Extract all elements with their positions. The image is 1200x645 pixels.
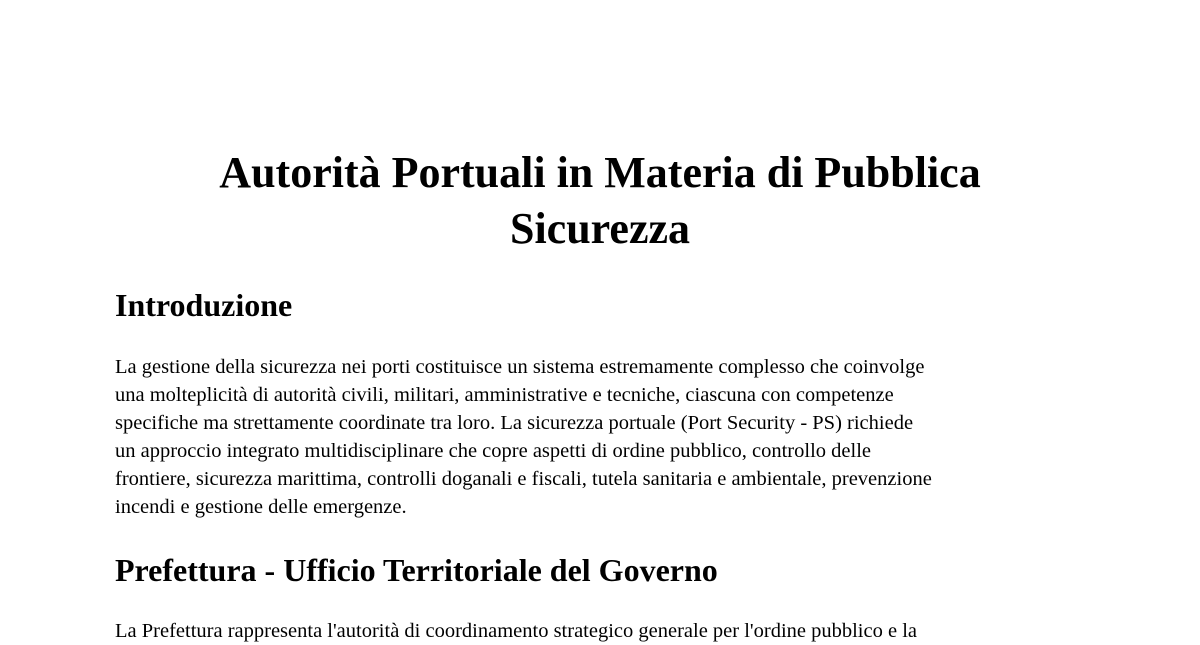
document-page (115, 0, 1085, 642)
paragraph-line: La Prefettura rappresenta l'autorità di coordinamento strategico generale per l'ordine pubblico e la (115, 620, 917, 642)
paragraph-line: un approccio integrato multidisciplinare che copre aspetti di ordine pubblico, controllo delle (115, 440, 871, 462)
section-heading-prefettura: Prefettura - Ufficio Territoriale del Governo (115, 552, 718, 588)
paragraph-introduzione (115, 353, 1085, 521)
paragraph-prefettura (115, 617, 1085, 645)
title-line: Autorità Portuali in Materia di Pubblica (219, 148, 981, 197)
paragraph-line: La gestione della sicurezza nei porti costituisce un sistema estremamente complesso che coinvolge (115, 356, 925, 378)
paragraph-line: una molteplicità di autorità civili, militari, amministrative e tecniche, ciascuna con competenze (115, 384, 894, 406)
paragraph-line: frontiere, sicurezza marittima, controlli doganali e fiscali, tutela sanitaria e ambientale, prevenzione (115, 468, 932, 490)
section-heading-introduzione: Introduzione (115, 287, 293, 323)
document-title (115, 145, 1085, 257)
paragraph-line: incendi e gestione delle emergenze. (115, 496, 407, 518)
title-line: Sicurezza (509, 204, 691, 253)
paragraph-line: specifiche ma strettamente coordinate tra loro. La sicurezza portuale (Port Security - PS) richiede (115, 412, 914, 434)
